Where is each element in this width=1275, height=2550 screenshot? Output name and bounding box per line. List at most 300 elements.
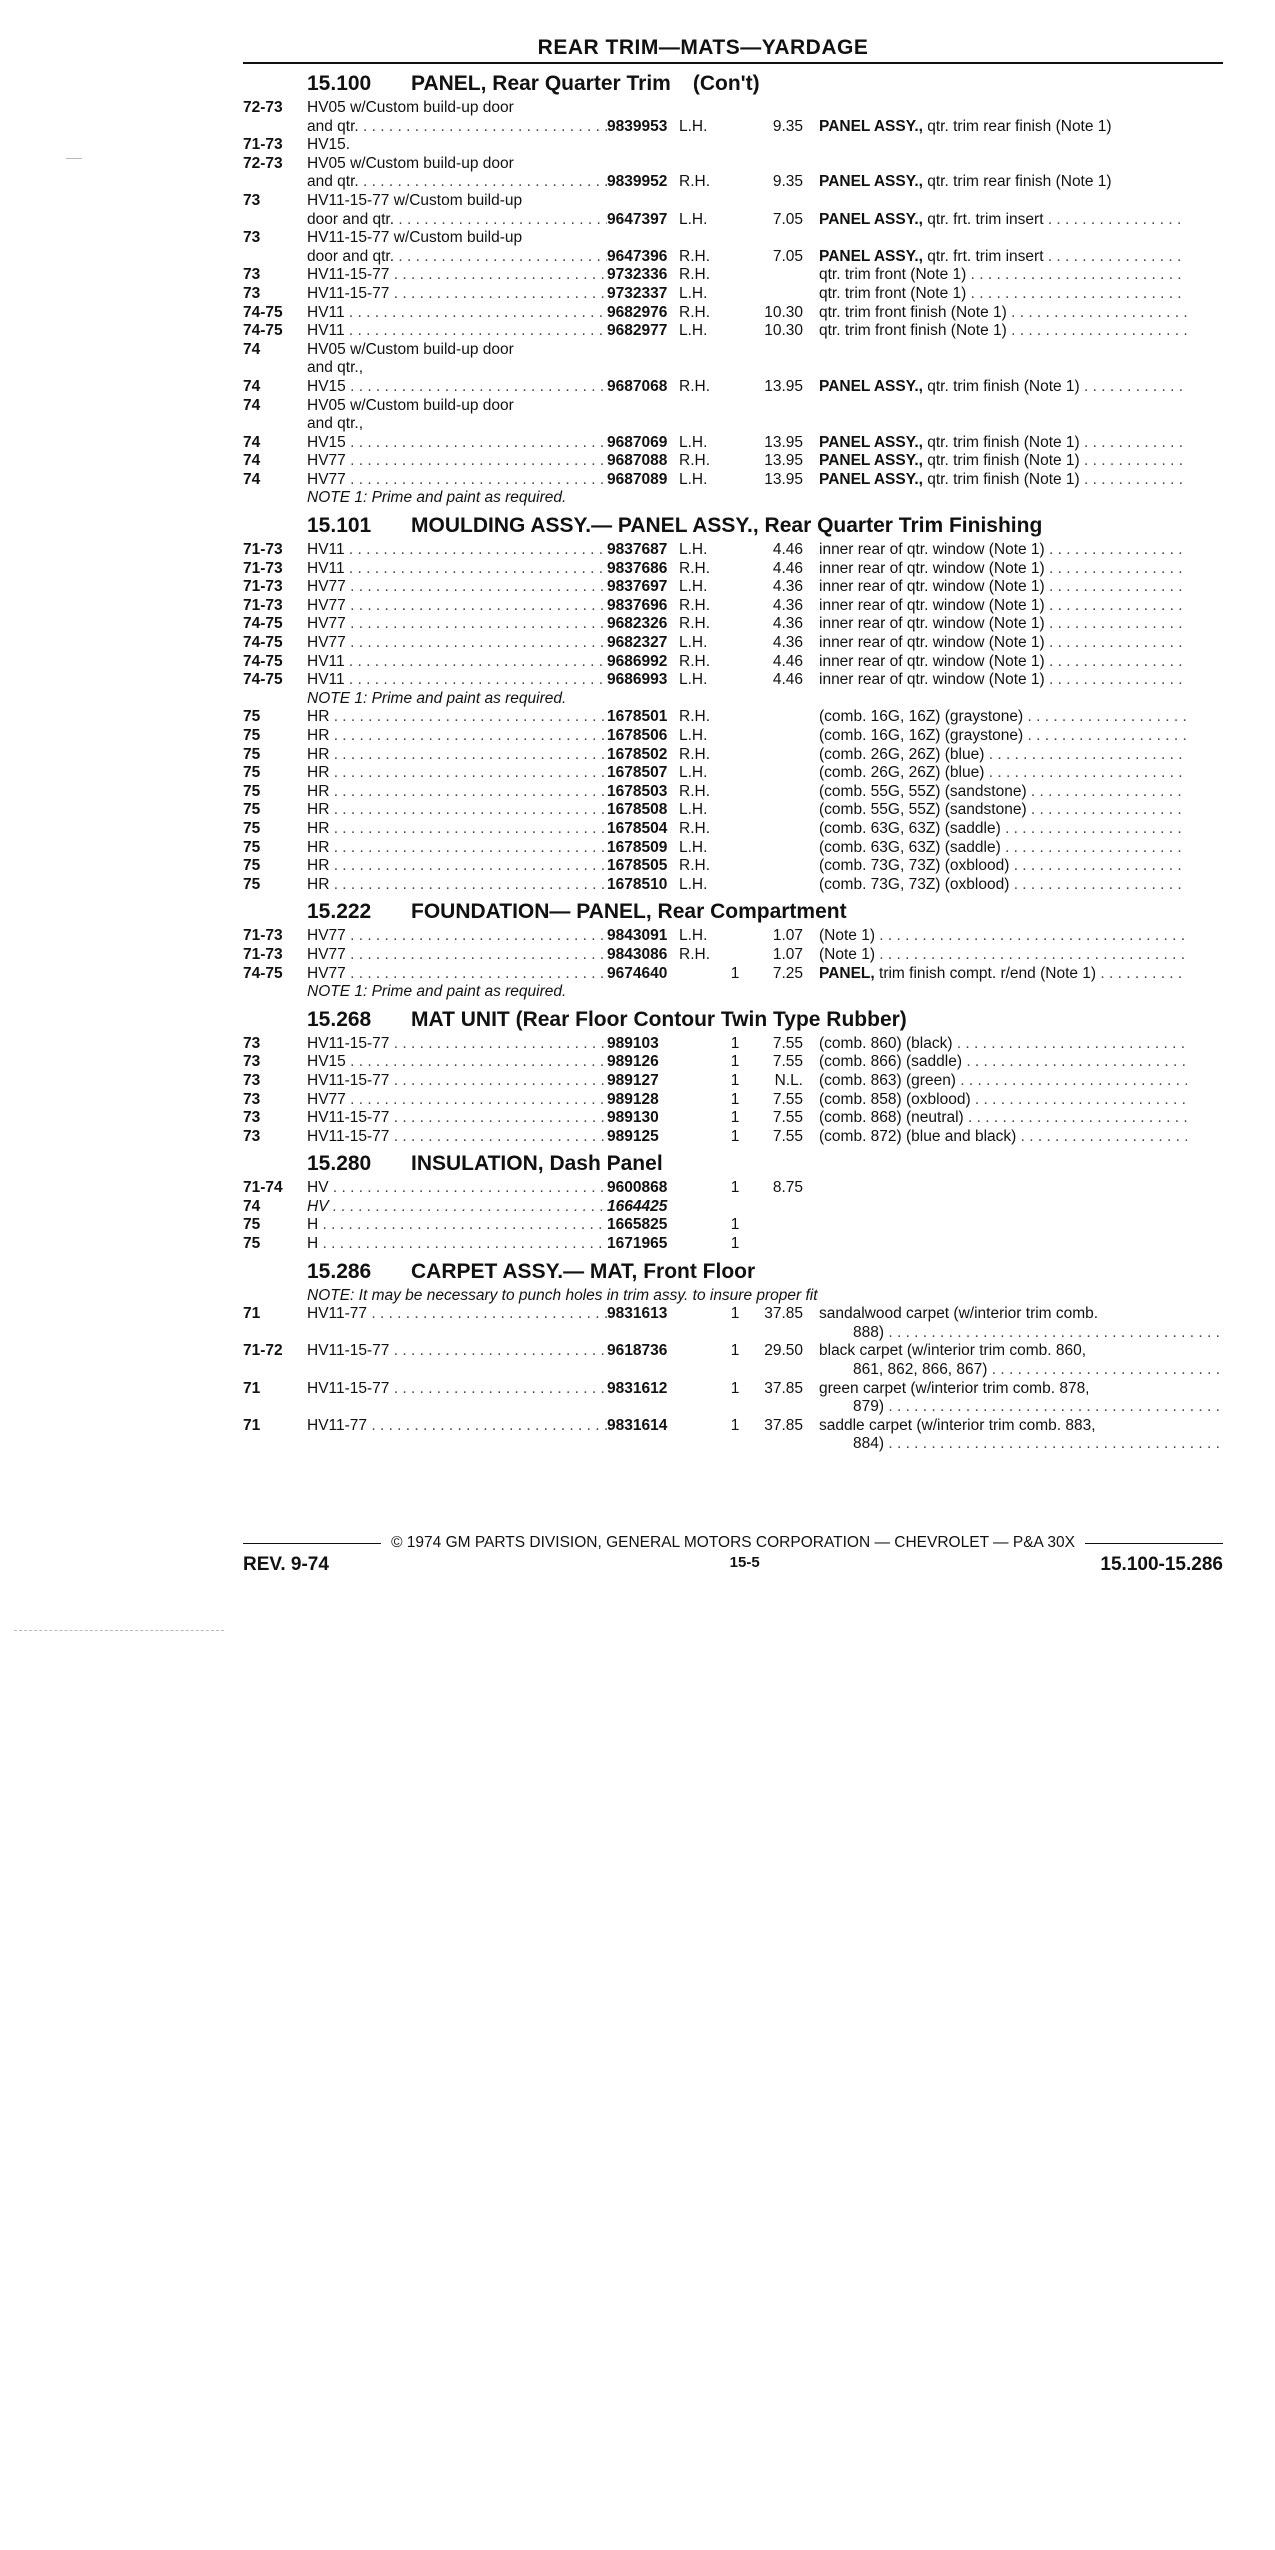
side-code: L.H. (679, 433, 708, 451)
quantity (723, 452, 747, 471)
price (747, 857, 819, 876)
year-range: 75 (243, 727, 261, 744)
section-number: 15.222 (307, 900, 372, 924)
copyright-line (243, 1534, 1223, 1552)
price: 4.36 (772, 615, 803, 633)
page-number: 15-5 (729, 1554, 760, 1571)
quantity: 1 (730, 1071, 740, 1089)
item-name: PANEL ASSY., (819, 377, 923, 395)
model-code (305, 211, 607, 230)
header-rule (243, 62, 1223, 64)
model-text: and qtr. . . . (307, 173, 607, 190)
description-text: (comb. 73G, 73Z) (oxblood) . . . (819, 857, 1187, 874)
side-code (679, 1417, 723, 1436)
model-text: HV77 . . . (307, 965, 607, 982)
model-code (305, 1216, 607, 1235)
catalog-section (243, 1008, 1223, 1147)
description-continued (243, 1435, 1223, 1454)
model-text: HV11-15-77 . . . (307, 1109, 607, 1126)
model-text: HV11 . . . (307, 653, 607, 670)
model-code: HV05 w/Custom build-up door (307, 154, 514, 172)
model-text: HV77 . . . (307, 615, 607, 632)
part-row (243, 671, 1223, 690)
price: 4.36 (772, 578, 803, 596)
model-text: HV11-15-77 . . . (307, 1380, 607, 1397)
part-number: 9682977 (607, 322, 668, 340)
year-range: 71-73 (243, 136, 283, 154)
part-number: 989127 (607, 1071, 659, 1089)
description-text: qtr. trim rear finish (Note 1) (927, 173, 1112, 191)
year-range: 73 (243, 1071, 261, 1089)
quantity: 1 (730, 1127, 740, 1145)
model-code (305, 708, 607, 727)
price: 10.30 (764, 322, 803, 340)
year-range (243, 415, 305, 434)
part-row (243, 1342, 1223, 1361)
description-text: trim finish compt. r/end (Note 1) . . . (879, 965, 1187, 982)
model-text: HR . . . (307, 727, 607, 744)
description (819, 434, 1187, 453)
description (819, 471, 1187, 490)
year-range: 71-72 (243, 1342, 283, 1360)
side-code: L.H. (679, 801, 708, 819)
part-number: 9831614 (607, 1416, 668, 1434)
section-name: FOUNDATION— PANEL, Rear Compartment (411, 900, 847, 924)
side-code: R.H. (679, 945, 710, 963)
year-range: 74 (243, 340, 261, 358)
part-row (243, 1035, 1223, 1054)
model-text: HV11-15-77 . . . (307, 266, 607, 283)
description-text: qtr. trim finish (Note 1) . . . (927, 378, 1187, 395)
quantity (723, 801, 747, 820)
year-range: 73 (243, 284, 261, 302)
part-row (243, 1053, 1223, 1072)
part-row (243, 378, 1223, 397)
part-number: 9839952 (607, 173, 668, 191)
side-code: R.H. (679, 782, 710, 800)
model-code (305, 1179, 607, 1198)
part-number: 9682327 (607, 634, 668, 652)
model-code: HV11-15-77 w/Custom build-up (307, 229, 523, 247)
section-title (243, 72, 1223, 96)
price (747, 727, 819, 746)
description (819, 801, 1187, 820)
quantity: 1 (730, 1090, 740, 1108)
model-text: HR . . . (307, 746, 607, 763)
side-code (679, 1091, 723, 1110)
year-range: 74 (243, 377, 261, 395)
year-range: 73 (243, 1053, 261, 1071)
model-code: HV05 w/Custom build-up door (307, 396, 514, 414)
side-code: L.H. (679, 470, 708, 488)
section-note: NOTE 1: Prime and paint as required. (307, 983, 567, 1001)
part-number: 9686993 (607, 671, 668, 689)
model-code (305, 1072, 607, 1091)
model-code (305, 1128, 607, 1147)
model-text: HR . . . (307, 876, 607, 893)
price: 13.95 (764, 470, 803, 488)
description-continued-wrap (839, 1435, 1221, 1454)
side-code: R.H. (679, 266, 710, 284)
part-row (243, 560, 1223, 579)
scan-mark (14, 1630, 224, 1631)
section-name: MAT UNIT (Rear Floor Contour Twin Type Rubber) (411, 1007, 907, 1031)
price: 37.85 (764, 1416, 803, 1434)
model-code (305, 1417, 607, 1436)
model-line (243, 229, 1223, 248)
part-row (243, 708, 1223, 727)
model-code (305, 615, 607, 634)
description (819, 173, 1187, 192)
price: 7.55 (772, 1034, 803, 1052)
scan-mark (66, 158, 82, 159)
description (819, 764, 1187, 783)
description-text: inner rear of qtr. window (Note 1) . . . (819, 634, 1187, 651)
section-note: NOTE 1: Prime and paint as required. (307, 489, 567, 507)
side-code: L.H. (679, 927, 708, 945)
item-name: PANEL ASSY., (819, 117, 923, 135)
description (819, 597, 1187, 616)
part-row (243, 1305, 1223, 1324)
part-row (243, 471, 1223, 490)
part-number: 1671965 (607, 1235, 668, 1253)
price: 4.36 (772, 596, 803, 614)
quantity: 1 (730, 964, 740, 982)
quantity: 1 (730, 1179, 740, 1197)
quantity: 1 (730, 1342, 740, 1360)
description (819, 248, 1187, 267)
price: 4.46 (772, 652, 803, 670)
description-text: qtr. trim front finish (Note 1) . . . (819, 322, 1187, 339)
item-name: PANEL ASSY., (819, 247, 923, 265)
year-range: 71-73 (243, 541, 283, 559)
side-code: R.H. (679, 615, 710, 633)
model-text: HR . . . (307, 764, 607, 781)
year-range: 71 (243, 1416, 261, 1434)
description (819, 946, 1187, 965)
description-text: inner rear of qtr. window (Note 1) . . . (819, 597, 1187, 614)
section-name: PANEL, Rear Quarter Trim (411, 72, 671, 95)
description (819, 1109, 1187, 1128)
price (747, 1198, 819, 1217)
quantity (723, 211, 747, 230)
model-code (305, 118, 607, 137)
section-number: 15.100 (307, 72, 372, 95)
side-code: R.H. (679, 173, 710, 191)
part-row (243, 1072, 1223, 1091)
description-text: (comb. 866) (saddle) . . . (819, 1053, 1187, 1070)
description (819, 560, 1187, 579)
quantity: 1 (730, 1305, 740, 1323)
part-number: 989125 (607, 1127, 659, 1145)
model-code (305, 471, 607, 490)
price (747, 1216, 819, 1235)
model-line (243, 99, 1223, 118)
description (819, 541, 1187, 560)
part-row (243, 304, 1223, 323)
model-text: door and qtr. . . . (307, 248, 607, 265)
part-row (243, 1091, 1223, 1110)
year-range (243, 211, 305, 230)
quantity: 1 (730, 1034, 740, 1052)
price (747, 764, 819, 783)
description-text: (comb. 63G, 63Z) (saddle) . . . (819, 839, 1187, 856)
year-range: 72-73 (243, 154, 283, 172)
footer-meta (243, 1554, 1223, 1576)
part-number: 9732336 (607, 266, 668, 284)
section-number: 15.268 (307, 1007, 372, 1031)
section-number: 15.280 (307, 1152, 372, 1176)
part-row (243, 1235, 1223, 1254)
quantity: 1 (730, 1416, 740, 1434)
part-row (243, 266, 1223, 285)
description-continued-text: 888) . . . (853, 1324, 1221, 1341)
model-code (305, 541, 607, 560)
year-range: 75 (243, 838, 261, 856)
part-number: 9839953 (607, 117, 668, 135)
part-number: 1664425 (607, 1197, 668, 1215)
model-text: HR . . . (307, 783, 607, 800)
description (819, 1342, 1187, 1361)
year-range: 73 (243, 266, 261, 284)
price: N.L. (774, 1071, 803, 1089)
section-note: NOTE: It may be necessary to punch holes in trim assy. to insure proper fit (307, 1286, 818, 1304)
model-text: HV77 . . . (307, 946, 607, 963)
description-text: (comb. 16G, 16Z) (graystone) . . . (819, 708, 1187, 725)
model-text: HV15 . . . (307, 378, 607, 395)
description-text: inner rear of qtr. window (Note 1) . . . (819, 671, 1187, 688)
description-text: qtr. trim finish (Note 1) . . . (927, 471, 1187, 488)
part-row (243, 820, 1223, 839)
part-row (243, 434, 1223, 453)
side-code: R.H. (679, 559, 710, 577)
model-code (305, 560, 607, 579)
description-text: (comb. 26G, 26Z) (blue) . . . (819, 746, 1187, 763)
spacer (243, 1398, 839, 1417)
spacer (243, 1324, 839, 1343)
model-text: HV11-15-77 . . . (307, 1128, 607, 1145)
model-text: HV11 . . . (307, 541, 607, 558)
side-code (679, 1035, 723, 1054)
model-text: HR . . . (307, 801, 607, 818)
year-range: 71-73 (243, 578, 283, 596)
description-continued (243, 1324, 1223, 1343)
model-text: H . . . (307, 1235, 607, 1252)
description-continued (243, 1398, 1223, 1417)
description (819, 1072, 1187, 1091)
description-text: (comb. 863) (green) . . . (819, 1072, 1187, 1089)
model-code (305, 266, 607, 285)
part-number: 989128 (607, 1090, 659, 1108)
footer-rule-right (1085, 1543, 1223, 1544)
side-code: L.H. (679, 838, 708, 856)
year-range: 75 (243, 1235, 261, 1253)
quantity (723, 285, 747, 304)
part-row (243, 746, 1223, 765)
model-code (305, 653, 607, 672)
part-row (243, 634, 1223, 653)
model-code: HV05 w/Custom build-up door (307, 99, 514, 116)
description-text: inner rear of qtr. window (Note 1) . . . (819, 578, 1187, 595)
part-number: 9600868 (607, 1179, 668, 1197)
description-text: qtr. trim finish (Note 1) . . . (927, 434, 1187, 451)
side-code: R.H. (679, 596, 710, 614)
description-continued-wrap (839, 1361, 1221, 1380)
part-number: 9687069 (607, 433, 668, 451)
part-row (243, 783, 1223, 802)
part-row (243, 653, 1223, 672)
quantity (723, 378, 747, 397)
item-name: PANEL ASSY., (819, 452, 923, 470)
description (819, 452, 1187, 471)
description (819, 118, 1187, 137)
part-row (243, 1109, 1223, 1128)
quantity (723, 783, 747, 802)
price (747, 801, 819, 820)
description-text: (comb. 858) (oxblood) . . . (819, 1091, 1187, 1108)
part-number: 9687088 (607, 452, 668, 470)
description (819, 378, 1187, 397)
price: 1.07 (772, 927, 803, 945)
part-row (243, 1179, 1223, 1198)
part-row (243, 118, 1223, 137)
description-continued-wrap (839, 1398, 1221, 1417)
item-name: PANEL ASSY., (819, 173, 923, 191)
part-row (243, 173, 1223, 192)
catalog-section (243, 1152, 1223, 1253)
quantity: 1 (730, 1235, 740, 1253)
year-range (243, 118, 305, 137)
part-row (243, 597, 1223, 616)
model-code (305, 1035, 607, 1054)
description-text: inner rear of qtr. window (Note 1) . . . (819, 541, 1187, 558)
description (819, 266, 1187, 285)
price: 37.85 (764, 1379, 803, 1397)
year-range: 75 (243, 857, 261, 875)
price: 4.36 (772, 634, 803, 652)
description (819, 1235, 1187, 1254)
side-code: L.H. (679, 322, 708, 340)
section-number: 15.101 (307, 514, 372, 538)
quantity (723, 820, 747, 839)
quantity (723, 173, 747, 192)
description-text: qtr. trim front finish (Note 1) . . . (819, 304, 1187, 321)
part-row (243, 1128, 1223, 1147)
section-name: INSULATION, Dash Panel (411, 1152, 663, 1176)
part-number: 9682976 (607, 303, 668, 321)
description (819, 1053, 1187, 1072)
part-row (243, 727, 1223, 746)
model-text: H . . . (307, 1216, 607, 1233)
part-number: 9732337 (607, 284, 668, 302)
part-row (243, 965, 1223, 984)
year-range: 74-75 (243, 615, 283, 633)
part-number: 9647396 (607, 247, 668, 265)
description-continued-wrap (839, 1324, 1221, 1343)
part-row (243, 211, 1223, 230)
revision-label: REV. 9-74 (243, 1554, 329, 1575)
model-line (243, 155, 1223, 174)
model-text: HV15 . . . (307, 1053, 607, 1070)
year-range: 71-74 (243, 1179, 283, 1197)
part-number: 9687089 (607, 470, 668, 488)
model-code (305, 1380, 607, 1399)
side-code (679, 1053, 723, 1072)
model-code (305, 1305, 607, 1324)
part-row (243, 248, 1223, 267)
price (747, 1235, 819, 1254)
part-number: 9837686 (607, 559, 668, 577)
description (819, 285, 1187, 304)
part-number: 1678510 (607, 875, 668, 893)
quantity (723, 248, 747, 267)
year-range: 74 (243, 396, 261, 414)
description-continued-text: 884) . . . (853, 1435, 1221, 1452)
quantity (723, 876, 747, 895)
description-text: qtr. trim finish (Note 1) . . . (927, 452, 1187, 469)
model-code (305, 1235, 607, 1254)
description (819, 727, 1187, 746)
price: 13.95 (764, 433, 803, 451)
year-range: 71 (243, 1305, 261, 1323)
side-code: L.H. (679, 578, 708, 596)
quantity (723, 746, 747, 765)
description-continued-text: 879) . . . (853, 1398, 1221, 1415)
description-text: (comb. 73G, 73Z) (oxblood) . . . (819, 876, 1187, 893)
year-range (243, 248, 305, 267)
model-code (305, 1091, 607, 1110)
description-text: sandalwood carpet (w/interior trim comb. (819, 1305, 1099, 1323)
quantity (723, 1198, 747, 1217)
side-code: L.H. (679, 634, 708, 652)
model-text: HV77 . . . (307, 634, 607, 651)
price: 1.07 (772, 945, 803, 963)
part-number: 9837696 (607, 596, 668, 614)
part-number: 9674640 (607, 964, 668, 982)
year-range: 71-73 (243, 559, 283, 577)
price: 7.55 (772, 1053, 803, 1071)
model-text: HR . . . (307, 708, 607, 725)
part-row (243, 876, 1223, 895)
price: 7.25 (772, 964, 803, 982)
model-text: HV11 . . . (307, 322, 607, 339)
price: 7.55 (772, 1090, 803, 1108)
side-code (679, 1380, 723, 1399)
part-number: 9837687 (607, 541, 668, 559)
part-number: 1678505 (607, 857, 668, 875)
part-number: 9686992 (607, 652, 668, 670)
quantity (723, 927, 747, 946)
year-range: 74-75 (243, 303, 283, 321)
description-text: inner rear of qtr. window (Note 1) . . . (819, 615, 1187, 632)
part-number: 9618736 (607, 1342, 668, 1360)
part-row (243, 857, 1223, 876)
model-code (305, 764, 607, 783)
side-code (679, 1179, 723, 1198)
side-code (679, 1342, 723, 1361)
year-range (243, 173, 305, 192)
description (819, 671, 1187, 690)
part-number: 989126 (607, 1053, 659, 1071)
year-range: 75 (243, 1216, 261, 1234)
year-range: 74-75 (243, 652, 283, 670)
model-text: HV11 . . . (307, 304, 607, 321)
model-code (305, 671, 607, 690)
model-text: HV11-15-77 . . . (307, 1342, 607, 1359)
item-name: PANEL, (819, 964, 875, 982)
part-row (243, 801, 1223, 820)
section-title (243, 900, 1223, 924)
